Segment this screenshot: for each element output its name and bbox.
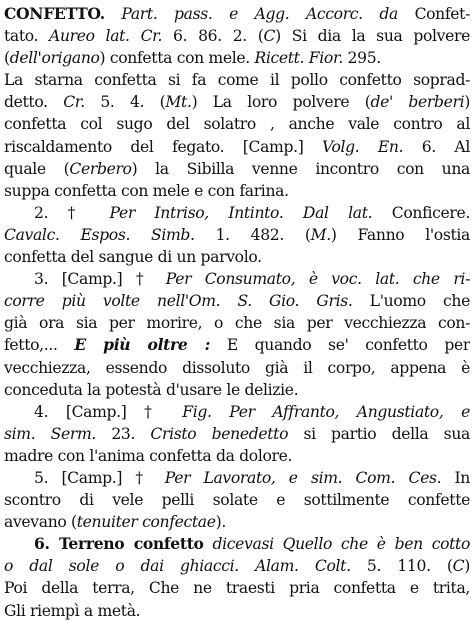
text-run: M. xyxy=(310,225,331,244)
text-run xyxy=(105,5,122,23)
entry-line xyxy=(4,401,470,423)
text-run: Poi della terra, Che ne traesti pria confetta e trita, xyxy=(4,579,470,598)
text-run: 6. Terreno confetto xyxy=(34,534,204,554)
entry-line xyxy=(4,113,470,135)
entry-line xyxy=(4,379,470,401)
text-run: scontro di vele pelli solate e sottilmente confette xyxy=(4,491,470,510)
text-run: Mt. xyxy=(165,93,192,112)
entry-line xyxy=(4,445,470,467)
text-run xyxy=(130,27,141,45)
text-run: de' berberi xyxy=(370,93,465,112)
entry-line xyxy=(4,3,470,25)
text-run: già ora sia per morire, o che sia per vecchiezza con- xyxy=(4,314,470,333)
entry-line xyxy=(4,423,470,445)
text-run: Conficere. xyxy=(372,203,470,222)
text-run: confetta del sangue di un parvolo. xyxy=(4,248,262,267)
entry-line xyxy=(4,533,470,555)
text-run: 3. [Camp.] † xyxy=(34,270,166,289)
entry-line xyxy=(4,268,470,290)
text-run: 23. xyxy=(96,424,151,443)
entry-line xyxy=(4,312,470,334)
text-run: E quando se' confetto per xyxy=(210,336,470,355)
text-run: o dal sole o dai ghiacci. Alam. Colt. xyxy=(4,557,351,576)
text-run: 5. 4. ( xyxy=(84,93,166,112)
text-run: dell'origano xyxy=(9,49,100,68)
text-run: C xyxy=(452,557,465,576)
text-run: Per Consumato, è voc. lat. che ri- xyxy=(165,270,470,289)
text-run: suppa confetta con mele e con farina. xyxy=(4,181,289,200)
text-run: La starna confetta si fa come il pollo confetto soprad- xyxy=(4,71,470,90)
text-run: Gli riempì a metà. xyxy=(4,601,141,620)
entry-line xyxy=(4,489,470,511)
entry-line xyxy=(4,224,470,246)
entry-line xyxy=(4,69,470,91)
text-run: E più oltre : xyxy=(74,335,211,355)
text-run: vecchiezza, essendo dissoluto già il corpo, appena è xyxy=(4,358,470,377)
headword: CONFETTO. xyxy=(4,4,105,23)
entry-line xyxy=(4,25,470,47)
text-run: Per Intriso, Intinto. Dal lat. xyxy=(109,203,373,222)
entry-line xyxy=(4,202,470,224)
text-run: Cr. xyxy=(140,27,163,46)
entry-line xyxy=(4,158,470,180)
text-run: ) la Sibilla venne incontro con una xyxy=(131,159,470,178)
text-run: madre con l'anima confetta da dolore. xyxy=(4,446,293,465)
text-run: Volg. En. xyxy=(321,137,404,156)
entry-line xyxy=(4,180,470,202)
text-run: 5. 110. ( xyxy=(350,557,453,576)
text-run: ) xyxy=(464,557,470,576)
text-run: confetta col sugo del solatro , anche vale contro al xyxy=(4,115,470,134)
text-run: Fig. Per Affranto, Angustiato, e xyxy=(182,402,470,421)
text-run: si partio della sua xyxy=(288,424,470,443)
text-run: tato. xyxy=(4,27,50,46)
text-run: Confet- xyxy=(397,5,470,23)
text-run: 6. Al xyxy=(403,137,470,156)
text-run: avevano ( xyxy=(4,513,77,532)
entry-line xyxy=(4,577,470,599)
entry-line xyxy=(4,91,470,113)
text-run: ) xyxy=(464,93,470,112)
text-run: ) La loro polvere ( xyxy=(191,93,371,112)
text-run: fetto,... xyxy=(4,336,75,355)
text-run: riscaldamento del fegato. [Camp.] xyxy=(4,137,322,156)
entry-line xyxy=(4,136,470,158)
entry-line xyxy=(4,467,470,489)
text-run: ) Si dia la sua polvere xyxy=(275,27,470,46)
text-run: Cavalc. Espos. Simb. xyxy=(4,225,195,244)
text-run: ). xyxy=(215,513,226,532)
entry-line xyxy=(4,511,470,533)
text-run: 4. [Camp.] † xyxy=(34,402,183,421)
text-run: 2. † xyxy=(34,203,110,222)
text-run: ) Fanno l'ostia xyxy=(330,225,470,244)
text-run: conceduta la potestà d'usare le delizie. xyxy=(4,380,299,399)
text-run: dicevasi Quello che è ben cotto xyxy=(212,535,470,554)
entry-line xyxy=(4,246,470,268)
text-run: C xyxy=(263,27,276,46)
text-run: Cerbero xyxy=(69,159,132,178)
text-run: L'uomo che xyxy=(352,292,470,311)
text-run: tenuiter confectae xyxy=(76,513,216,532)
entry-line xyxy=(4,357,470,379)
text-run: Part. pass. e Agg. Accorc. da xyxy=(121,5,398,23)
text-run: ) confetta con mele. xyxy=(99,49,255,68)
text-run: corre più volte nell'Om. S. Gio. Gris. xyxy=(4,292,353,311)
text-run: Ricett. Fior. xyxy=(254,49,343,68)
text-run: Cristo benedetto xyxy=(150,424,289,443)
text-run: quale ( xyxy=(4,159,70,178)
text-run: 295. xyxy=(342,49,381,68)
text-run: 5. [Camp.] † xyxy=(34,468,165,487)
entry-line xyxy=(4,47,470,69)
text-run: Cr. xyxy=(63,93,85,112)
text-run: ( xyxy=(4,49,10,68)
entry-line xyxy=(4,290,470,312)
entry-line xyxy=(4,555,470,577)
text-run xyxy=(204,535,213,553)
text-run: Aureo lat. xyxy=(49,27,130,46)
text-run: sim. Serm. xyxy=(4,424,97,443)
dictionary-entry xyxy=(4,3,470,622)
entry-line xyxy=(4,334,470,356)
text-run: detto. xyxy=(4,93,64,112)
entry-line xyxy=(4,600,470,622)
text-run: 6. 86. 2. ( xyxy=(162,27,264,46)
text-run: 1. 482. ( xyxy=(194,225,311,244)
text-run: In xyxy=(441,468,470,487)
text-run: Per Lavorato, e sim. Com. Ces. xyxy=(164,468,442,487)
